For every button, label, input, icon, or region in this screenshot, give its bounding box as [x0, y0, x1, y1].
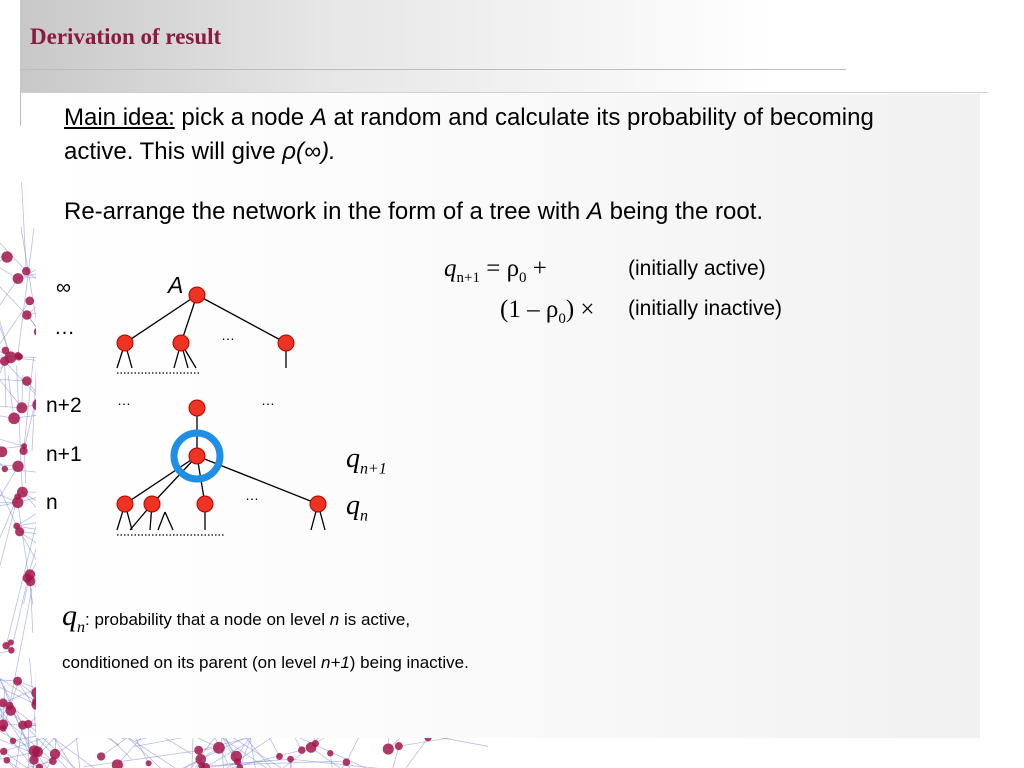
main-idea-label: Main idea:: [64, 104, 175, 131]
edge: [197, 295, 286, 343]
tree-node: [117, 496, 133, 512]
node-a-ref-2: A: [586, 198, 603, 225]
root-node: [189, 287, 205, 303]
tree-node: [197, 496, 213, 512]
level-label-n-plus-2: n+2: [46, 394, 82, 417]
footnote-q-symbol: $q_n$: [62, 599, 85, 636]
tree-node: [278, 335, 294, 351]
initially-inactive-note: (initially inactive): [628, 297, 783, 320]
tree-node: [144, 496, 160, 512]
tree-node: [310, 496, 326, 512]
initially-active-note: (initially active): [628, 257, 766, 280]
main-idea-text-1: pick a node: [174, 104, 311, 131]
main-idea-text-2: at random and calculate its probability of becoming active. This will give: [64, 104, 874, 165]
q-n-label: $q_n$: [346, 490, 368, 525]
ellipsis-mark: …: [261, 392, 275, 408]
root-label-a: A: [168, 272, 184, 298]
footnote-definition: $q_n$: probability that a node on level n is active, conditioned on its parent (on level n+1) being inactive.: [62, 599, 469, 672]
ellipsis-level-label: …: [54, 316, 75, 339]
level-label-n: n: [46, 491, 58, 514]
ellipsis-mark: …: [117, 392, 131, 408]
infinity-level-label: ∞: [56, 276, 71, 299]
equation-line-1: $q_{n+1} = \rho_0$ +: [444, 255, 547, 286]
tree-nodes: [117, 287, 326, 512]
ellipsis-mark: …: [245, 487, 259, 503]
edge: [125, 295, 197, 343]
edge: [165, 512, 173, 530]
node-a-ref: A: [310, 104, 327, 131]
rearrange-text-1: Re-arrange the network in the form of a tree with: [64, 198, 587, 225]
q-n-plus-1-label: $q_{n+1}$: [346, 443, 387, 478]
tree-node: [189, 400, 205, 416]
tree-node: [173, 335, 189, 351]
rho-infinity: ρ(∞).: [282, 138, 336, 165]
ellipsis-mark: …: [221, 327, 235, 343]
highlighted-node: [189, 448, 205, 464]
tree-node: [117, 335, 133, 351]
rearrange-text-2: being the root.: [602, 198, 764, 225]
level-label-n-plus-1: n+1: [46, 443, 82, 466]
slide-title: Derivation of result: [30, 24, 222, 49]
equation-line-2: $(1 - \rho_0)$ ×: [500, 296, 595, 327]
edge: [158, 512, 165, 530]
